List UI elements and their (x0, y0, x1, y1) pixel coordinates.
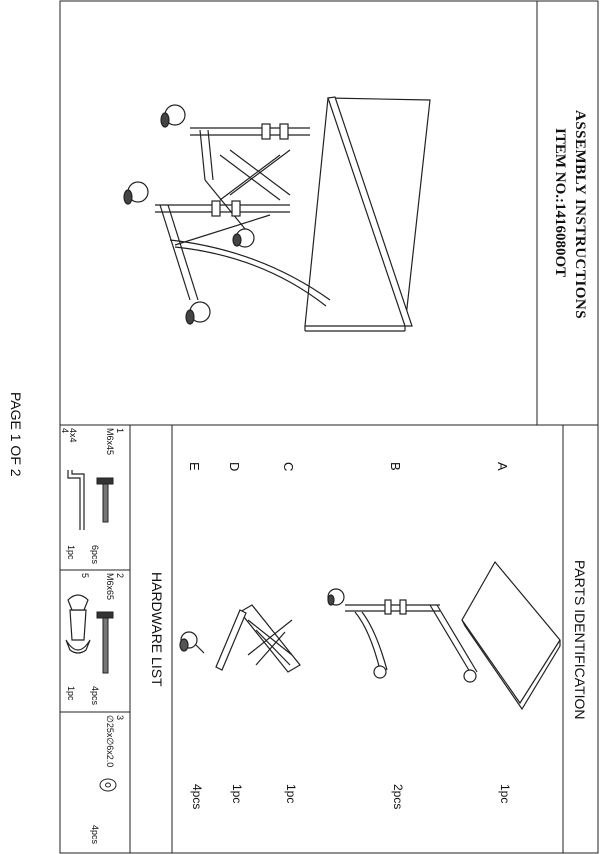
parts-heading: PARTS IDENTIFICATION (572, 560, 588, 720)
hw-2-size: M6x65 (105, 573, 115, 601)
part-e-qty: 4pcs (190, 784, 204, 810)
assembly-title: ASSEMBLY INSTRUCTIONS (572, 110, 588, 320)
hw-3-size: ∅25x∅6x2.0 (105, 715, 115, 768)
assembled-table-illustration (124, 97, 430, 331)
part-c-drawing (240, 605, 300, 672)
washer-drawing (100, 779, 116, 791)
hw-1-number: 1 (115, 428, 125, 434)
hw-3-number: 3 (115, 715, 125, 721)
part-b-drawing (328, 589, 477, 682)
hw-4-number: 4 (60, 428, 70, 434)
part-b-qty: 2pcs (391, 784, 405, 810)
bolt-m6x65-drawing (97, 612, 113, 673)
item-number: ITEM NO.:1416080OT (552, 128, 568, 278)
part-e-letter: E (187, 462, 202, 471)
hw-2-number: 2 (115, 573, 125, 579)
part-a-drawing (462, 562, 560, 709)
part-c-letter: C (281, 462, 296, 472)
hardware-table (60, 425, 130, 853)
part-d-letter: D (227, 462, 242, 472)
part-c-qty: 1pc (284, 784, 298, 804)
hw-5-number: 5 (80, 573, 90, 579)
hw-1-qty: 6pcs (90, 545, 100, 565)
hw-5-qty: 1pc (66, 686, 76, 701)
part-a-letter: A (495, 462, 510, 471)
hw-1-size: M6x45 (105, 428, 115, 456)
hw-4-size: 4x4 (68, 428, 78, 443)
allen-key-drawing (68, 470, 84, 530)
wrench-drawing (66, 595, 90, 653)
hw-3-qty: 4pcs (90, 825, 100, 845)
part-d-qty: 1pc (230, 784, 244, 804)
part-e-drawing (180, 632, 204, 653)
part-b-letter: B (388, 462, 403, 471)
page-footer: PAGE 1 OF 2 (8, 392, 24, 477)
hw-4-qty: 1pc (66, 545, 76, 560)
hw-2-qty: 4pcs (90, 686, 100, 706)
bolt-m6x45-drawing (97, 478, 113, 522)
part-d-drawing (216, 610, 246, 670)
hardware-heading: HARDWARE LIST (149, 572, 165, 687)
part-a-qty: 1pc (498, 784, 512, 804)
